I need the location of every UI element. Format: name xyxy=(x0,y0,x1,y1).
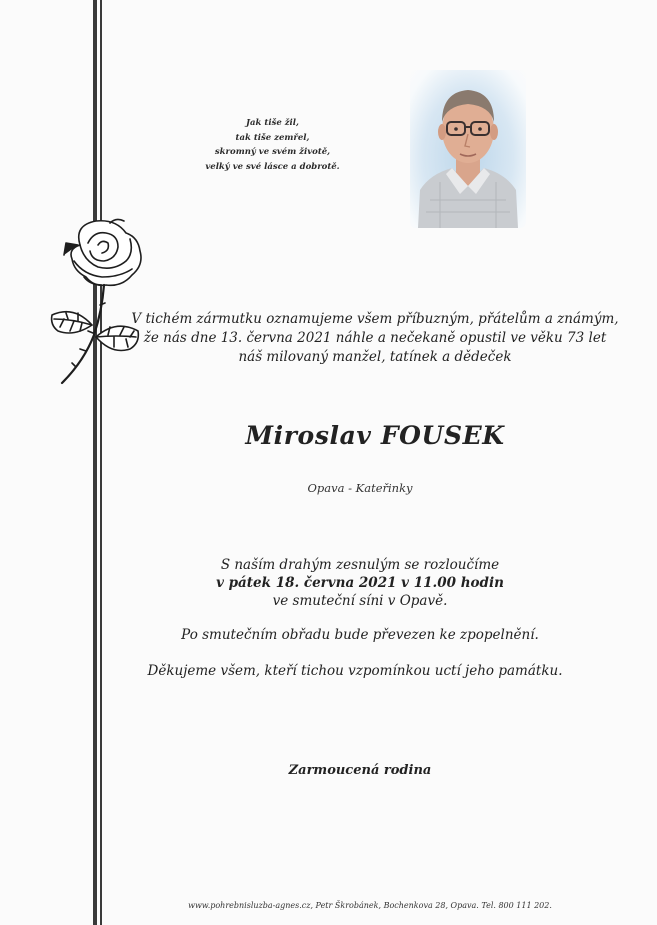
thanks-note: Děkujeme všem, kteří tichou vzpomínkou uctí jeho památku. xyxy=(147,663,563,679)
announcement xyxy=(130,310,620,367)
poem-line: Jak tiše žil, xyxy=(246,118,299,128)
poem-line: tak tiše zemřel, xyxy=(235,132,310,143)
footer-contact: www.pohrebnisluzba-agnes.cz, Petr Škrobánek, Bochenkova 28, Opava. Tel. 800 111 202. xyxy=(188,901,552,910)
ceremony-date: v pátek 18. června 2021 v 11.00 hodin xyxy=(216,575,504,591)
deceased-name: Miroslav FOUSEK xyxy=(245,421,505,450)
ceremony-info xyxy=(150,556,570,610)
ceremony-location: ve smuteční síni v Opavě. xyxy=(272,593,448,609)
announcement-line: V tichém zármutku oznamujeme všem příbuzným, přátelům a známým, xyxy=(131,311,619,327)
announcement-line: náš milovaný manžel, tatínek a dědeček xyxy=(238,349,512,365)
signature: Zarmoucená rodina xyxy=(288,763,432,778)
vertical-rule-thin xyxy=(100,0,102,925)
vertical-rule-thick xyxy=(93,0,97,925)
cremation-note: Po smutečním obřadu bude převezen ke zpopelnění. xyxy=(181,627,539,643)
poem-line: skromný ve svém životě, xyxy=(214,147,331,157)
portrait-photo xyxy=(410,70,526,228)
deceased-place: Opava - Kateřinky xyxy=(307,481,413,495)
poem xyxy=(190,116,355,174)
announcement-line: že nás dne 13. června 2021 náhle a nečekaně opustil ve věku 73 let xyxy=(143,330,607,346)
ceremony-line: S naším drahým zesnulým se rozloučíme xyxy=(220,557,500,573)
poem-line: velký ve své lásce a dobrotě. xyxy=(205,161,340,172)
